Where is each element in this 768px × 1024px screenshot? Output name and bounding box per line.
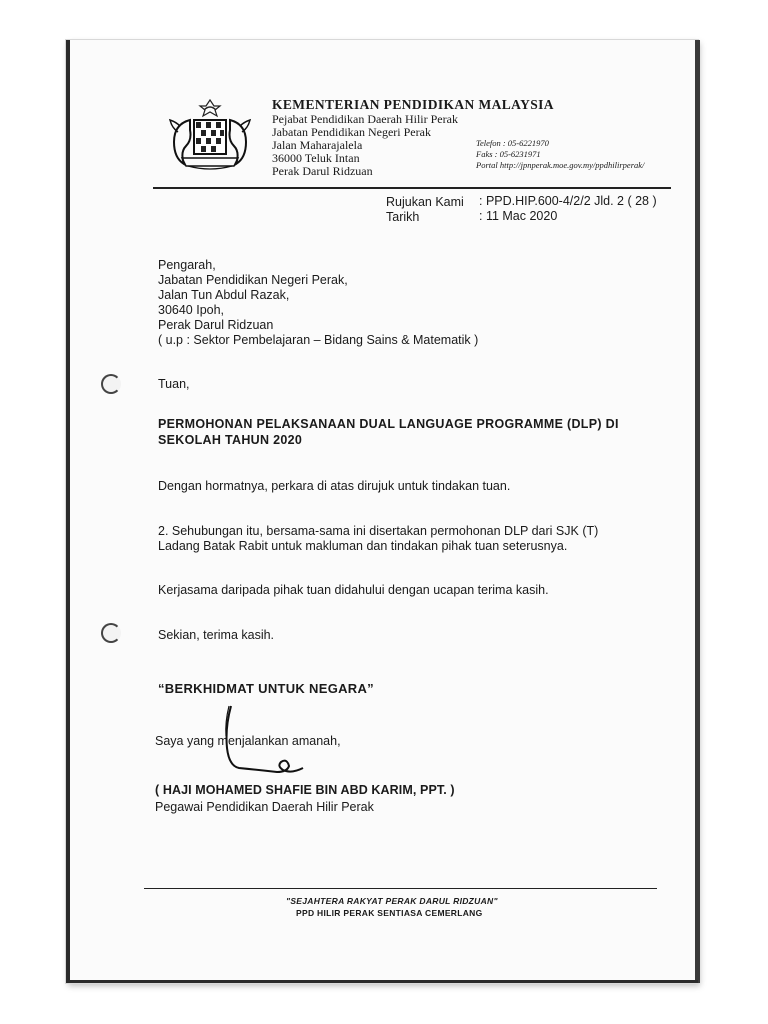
signatory-position: Pegawai Pendidikan Daerah Hilir Perak <box>155 800 374 814</box>
paragraph-3: Kerjasama daripada pihak tuan didahului dengan ucapan terima kasih. <box>158 583 549 597</box>
paragraph-2-line-1: 2. Sehubungan itu, bersama-sama ini disertakan permohonan DLP dari SJK (T) <box>158 524 599 538</box>
telefon-number: Telefon : 05-6221970 <box>476 138 549 148</box>
subject-line-2: SEKOLAH TAHUN 2020 <box>158 433 303 447</box>
paragraph-4: Sekian, terima kasih. <box>158 628 275 642</box>
ministry-name: KEMENTERIAN PENDIDIKAN MALAYSIA <box>272 97 554 112</box>
coat-of-arms-emblem <box>160 96 260 176</box>
tarikh-value: : 11 Mac 2020 <box>479 209 558 223</box>
paragraph-1: Dengan hormatnya, perkara di atas dirujuk untuk tindakan tuan. <box>158 479 511 493</box>
recipient-line-4: 30640 Ipoh, <box>158 303 225 317</box>
punch-hole-top <box>101 374 121 394</box>
closing-line: Saya yang menjalankan amanah, <box>155 734 341 748</box>
letterhead-address-line-1: Pejabat Pendidikan Daerah Hilir Perak <box>272 112 458 126</box>
letterhead-address-line-5: Perak Darul Ridzuan <box>272 164 373 178</box>
recipient-line-1: Pengarah, <box>158 258 216 272</box>
recipient-line-5: Perak Darul Ridzuan <box>158 318 274 332</box>
footer-divider <box>144 888 657 889</box>
letterhead-address-line-2: Jabatan Pendidikan Negeri Perak <box>272 125 431 139</box>
portal-url: Portal http://jpnperak.moe.gov.my/ppdhilirperak/ <box>476 160 645 170</box>
faks-number: Faks : 05-6231971 <box>476 149 541 159</box>
signatory-name: ( HAJI MOHAMED SHAFIE BIN ABD KARIM, PPT. ) <box>155 783 455 797</box>
rujukan-value: : PPD.HIP.600-4/2/2 Jld. 2 ( 28 ) <box>479 194 657 208</box>
letterhead-address-line-3: Jalan Maharajalela <box>272 138 363 152</box>
letterhead-address-line-4: 36000 Teluk Intan <box>272 151 360 165</box>
footer-tagline: PPD HILIR PERAK SENTIASA CEMERLANG <box>296 908 483 918</box>
punch-hole-bottom <box>101 623 121 643</box>
tarikh-label: Tarikh <box>386 210 420 224</box>
rujukan-label: Rujukan Kami <box>386 195 464 209</box>
paragraph-2-line-2: Ladang Batak Rabit untuk makluman dan tindakan pihak tuan seterusnya. <box>158 539 568 553</box>
recipient-attention: ( u.p : Sektor Pembelajaran – Bidang Sains & Matematik ) <box>158 333 479 347</box>
handwritten-signature <box>205 700 315 780</box>
salutation: Tuan, <box>158 377 190 391</box>
letterhead-divider <box>153 187 671 189</box>
page-edge-right <box>695 40 700 983</box>
letter-page <box>66 40 698 983</box>
footer-slogan: "SEJAHTERA RAKYAT PERAK DARUL RIDZUAN" <box>286 896 498 906</box>
recipient-line-2: Jabatan Pendidikan Negeri Perak, <box>158 273 348 287</box>
recipient-line-3: Jalan Tun Abdul Razak, <box>158 288 290 302</box>
motto: “BERKHIDMAT UNTUK NEGARA” <box>158 681 374 696</box>
subject-line-1: PERMOHONAN PELAKSANAAN DUAL LANGUAGE PROGRAMME (DLP) DI <box>158 417 619 431</box>
page-edge-left <box>66 40 70 983</box>
page-edge-bottom <box>66 980 698 983</box>
